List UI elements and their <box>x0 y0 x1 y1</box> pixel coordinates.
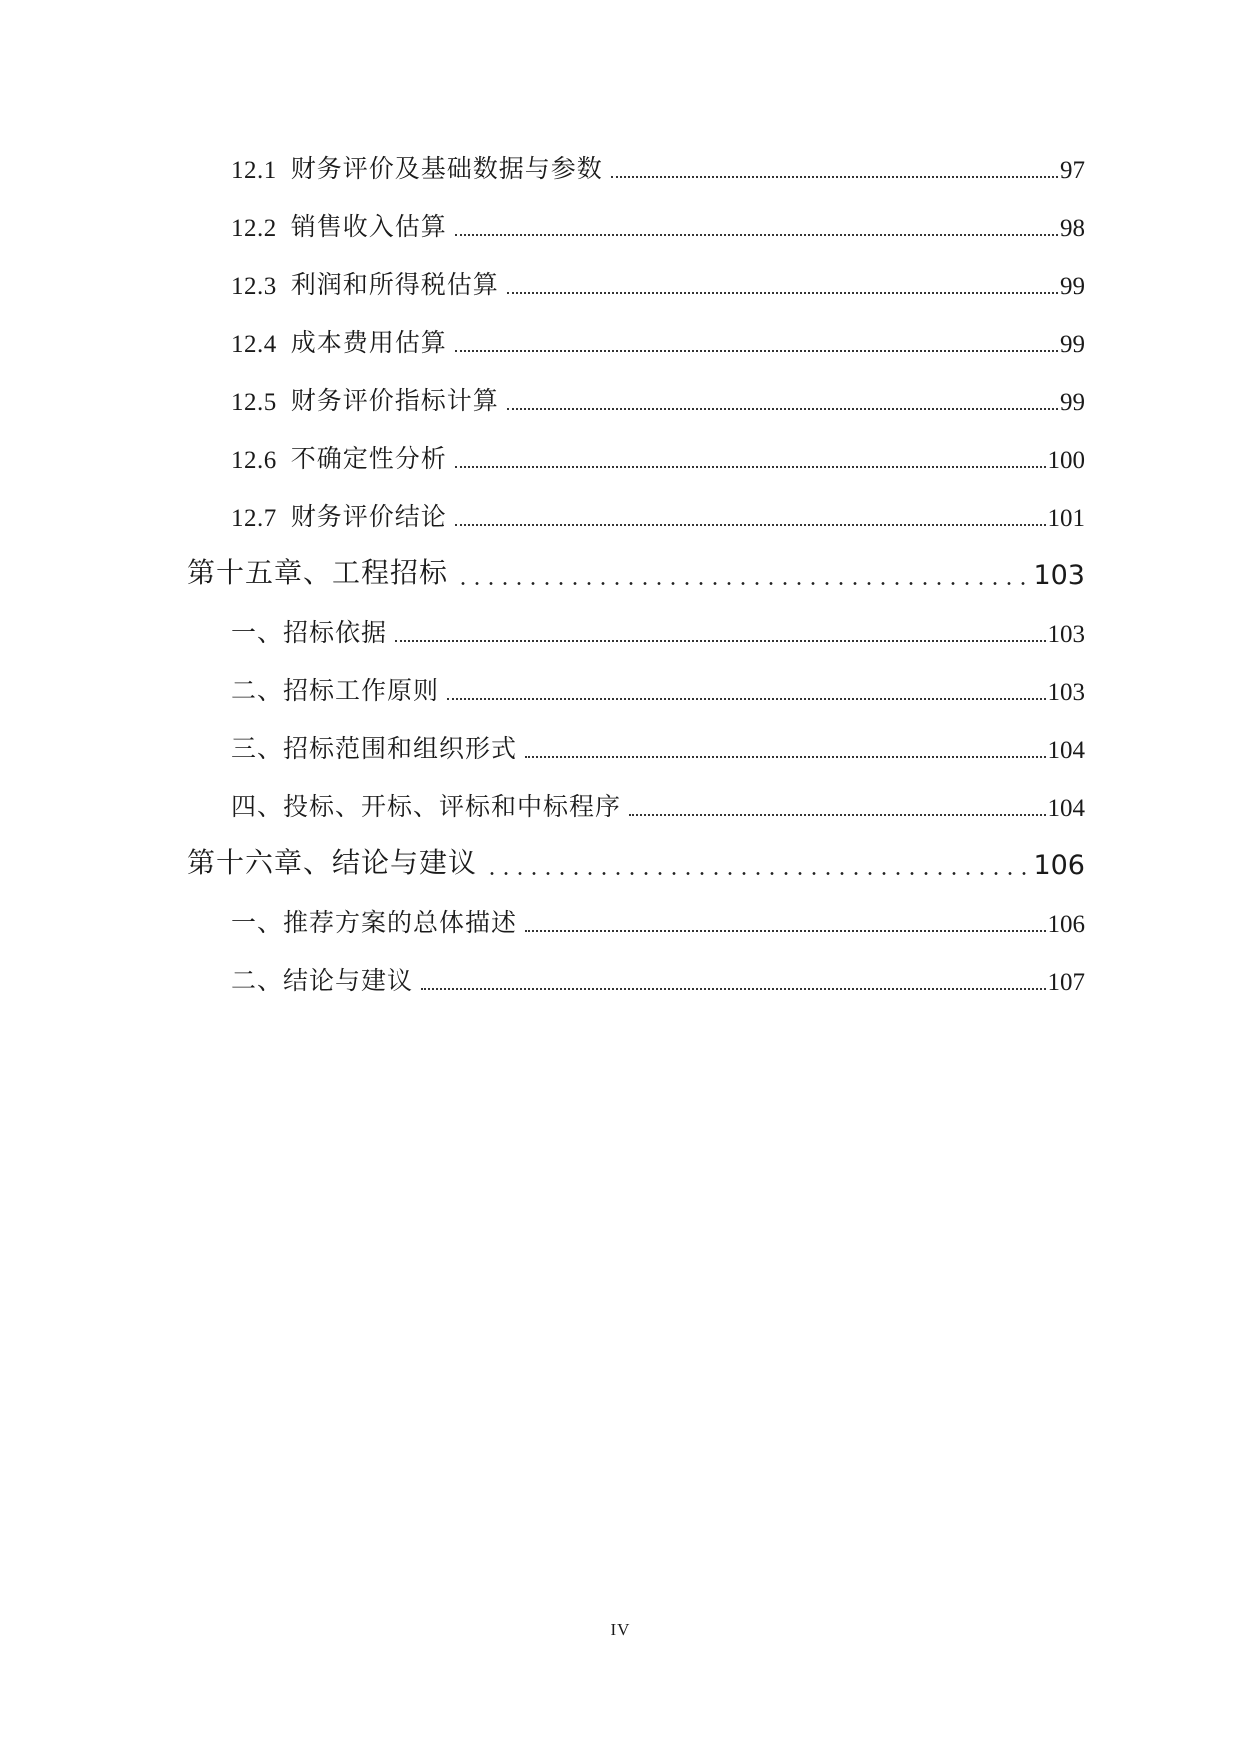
dot-leader <box>525 756 1045 758</box>
dot-leader <box>485 872 1031 875</box>
toc-entry-title: 不确定性分析 <box>290 444 447 473</box>
dot-leader <box>455 350 1058 352</box>
toc-entry-title: 第十五章、工程招标 <box>187 556 449 589</box>
dot-leader <box>611 176 1058 178</box>
toc-entry-title: 三、招标范围和组织形式 <box>231 734 518 763</box>
toc-entry-title: 财务评价指标计算 <box>290 386 499 415</box>
dot-leader <box>507 292 1058 294</box>
dot-leader <box>447 698 1045 700</box>
toc-entry[interactable] <box>231 783 1085 823</box>
dot-leader <box>455 466 1046 468</box>
toc-entry[interactable] <box>231 435 1085 475</box>
toc-entry[interactable] <box>231 493 1085 533</box>
toc-entry-number: 12.7 <box>231 505 277 532</box>
toc-entry[interactable] <box>231 609 1085 649</box>
toc-entry-page: 106 <box>1033 850 1085 881</box>
toc-entry-page: 107 <box>1047 969 1085 996</box>
dot-leader <box>455 524 1046 526</box>
toc-entry[interactable] <box>231 377 1085 417</box>
dot-leader <box>507 408 1058 410</box>
toc-entry-page: 100 <box>1047 447 1085 474</box>
dot-leader <box>421 988 1045 990</box>
toc-entry-page: 104 <box>1047 737 1085 764</box>
dot-leader <box>395 640 1045 642</box>
toc-entry-title: 财务评价及基础数据与参数 <box>290 154 603 183</box>
toc-entry-page: 99 <box>1060 389 1085 416</box>
toc-entry[interactable] <box>231 261 1085 301</box>
toc-entry-page: 97 <box>1060 157 1085 184</box>
toc-entry-title: 一、招标依据 <box>231 618 388 647</box>
toc-entry-number: 12.4 <box>231 331 277 358</box>
toc-entry-title: 四、投标、开标、评标和中标程序 <box>231 792 622 821</box>
toc-entry-number: 12.2 <box>231 215 277 242</box>
toc-entry-number: 12.3 <box>231 273 277 300</box>
toc-entry-title: 二、结论与建议 <box>231 966 414 995</box>
toc-entry-page: 106 <box>1047 911 1085 938</box>
dot-leader <box>525 930 1045 932</box>
toc-entry-title: 二、招标工作原则 <box>231 676 440 705</box>
toc-entry-title: 一、推荐方案的总体描述 <box>231 908 518 937</box>
toc-chapter-entry[interactable] <box>187 551 1085 591</box>
toc-entry-page: 103 <box>1033 560 1085 591</box>
toc-entry[interactable] <box>231 203 1085 243</box>
toc-entry[interactable] <box>231 667 1085 707</box>
toc-entry[interactable] <box>231 319 1085 359</box>
toc-entry-number: 12.1 <box>231 157 277 184</box>
toc-entry-page: 98 <box>1060 215 1085 242</box>
toc-entry[interactable] <box>231 957 1085 997</box>
toc-entry-page: 101 <box>1047 505 1085 532</box>
toc-entry-title: 第十六章、结论与建议 <box>187 846 478 879</box>
toc-entry-title: 利润和所得税估算 <box>290 270 499 299</box>
toc-entry-title: 财务评价结论 <box>290 502 447 531</box>
toc-entry-title: 成本费用估算 <box>290 328 447 357</box>
toc-entry[interactable] <box>231 899 1085 939</box>
toc-entry-page: 104 <box>1047 795 1085 822</box>
toc-entry-title: 销售收入估算 <box>290 212 447 241</box>
toc-chapter-entry[interactable] <box>187 841 1085 881</box>
toc-entry[interactable] <box>231 725 1085 765</box>
dot-leader <box>629 814 1045 816</box>
toc-entry[interactable] <box>231 145 1085 185</box>
toc-entry-number: 12.5 <box>231 389 277 416</box>
toc-entry-page: 99 <box>1060 331 1085 358</box>
page-number: IV <box>610 1620 631 1639</box>
toc-entry-number: 12.6 <box>231 447 277 474</box>
toc-entry-page: 99 <box>1060 273 1085 300</box>
toc-entry-page: 103 <box>1047 621 1085 648</box>
dot-leader <box>456 582 1031 585</box>
toc-entry-page: 103 <box>1047 679 1085 706</box>
dot-leader <box>455 234 1058 236</box>
